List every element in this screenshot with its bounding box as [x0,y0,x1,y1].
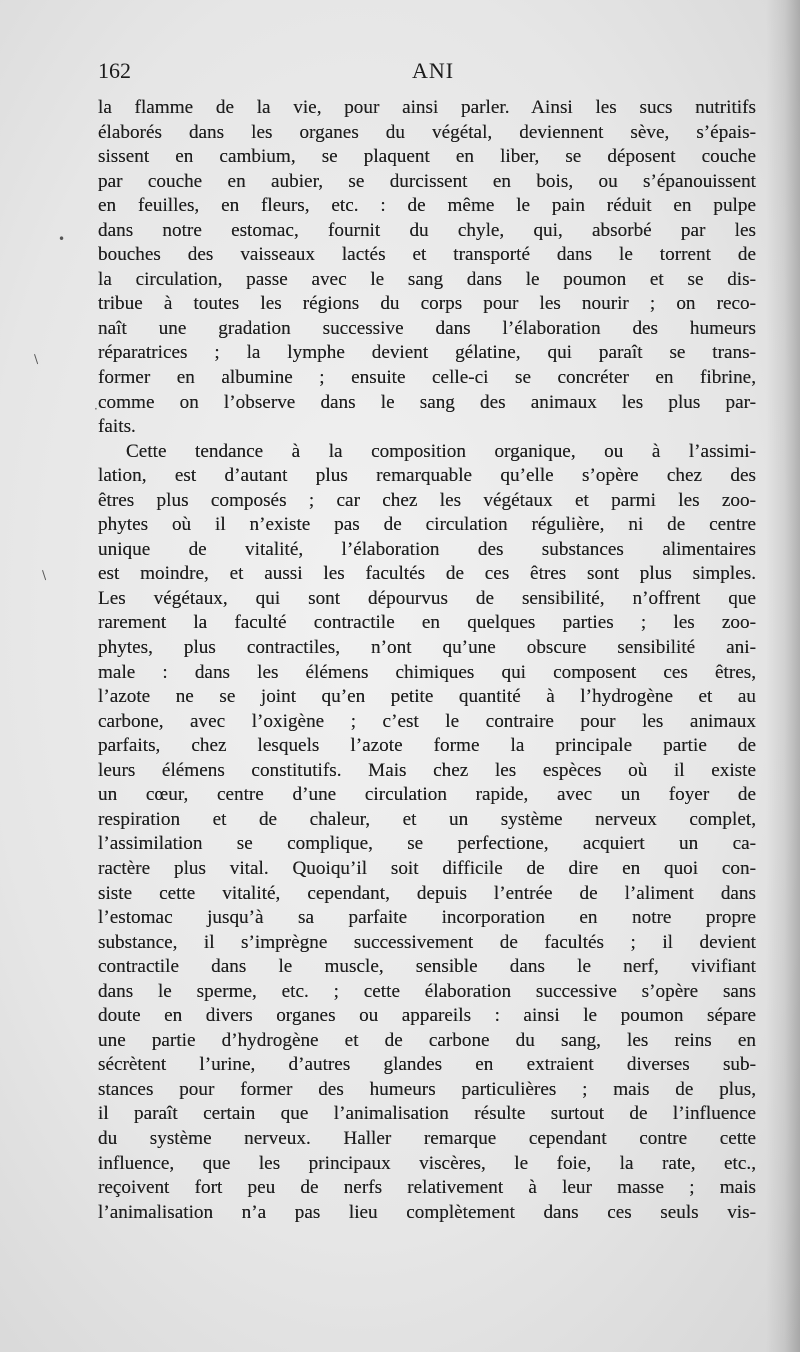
text-line: former en albumine ; ensuite celle-ci se concréter en fibrine, [98,367,756,389]
running-head: ANI [411,58,455,83]
text-line: influence, que les principaux viscères, le foie, la rate, etc., [98,1152,756,1174]
text-line: il paraît certain que l’animalisation résulte surtout de l’influence [98,1103,756,1125]
margin-scratch: / [38,568,50,582]
text-line: l’azote ne se joint qu’en petite quantité à l’hydrogène et au [98,686,756,708]
text-line: Les végétaux, qui sont dépourvus de sensibilité, n’offrent que [98,587,756,609]
text-line: naît une gradation successive dans l’élaboration des humeurs [98,317,756,339]
text-line: élaborés dans les organes du végétal, deviennent sève, s’épais- [98,121,756,143]
text-line: tribue à toutes les régions du corps pour les nourir ; on reco- [98,293,756,315]
text-line: siste cette vitalité, cependant, depuis l’entrée de l’aliment dans [98,882,756,904]
text-line: parfaits, chez lesquels l’azote forme la principale partie de [98,735,756,757]
text-line: contractile dans le muscle, sensible dans le nerf, vivifiant [98,956,756,978]
text-line: substance, il s’imprègne successivement de facultés ; il devient [98,931,756,953]
paragraph-2 [98,440,756,1226]
text-line: respiration et de chaleur, et un système nerveux complet, [98,808,756,830]
text-line: l’assimilation se complique, se perfectione, acquiert un ca- [98,833,756,855]
margin-scratch: / [30,352,42,366]
text-line: Cette tendance à la composition organique, ou à l’assimi- [126,440,756,462]
text-line: phytes où il n’existe pas de circulation régulière, ni de centre [98,514,756,536]
text-line: ractère plus vital. Quoiqu’il soit difficile de dire en quoi con- [98,857,756,879]
text-line: dans notre estomac, fournit du chyle, qui, absorbé par les [98,219,756,241]
text-line: une partie d’hydrogène et de carbone du sang, les reins en [98,1029,756,1051]
text-line: l’estomac jusqu’à sa parfaite incorporation en notre propre [98,907,756,929]
text-line: un cœur, centre d’une circulation rapide, avec un foyer de [98,784,756,806]
margin-speck: · [94,402,98,416]
text-line: stances pour former des humeurs particulières ; mais de plus, [98,1078,756,1100]
text-line: bouches des vaisseaux lactés et transporté dans le torrent de [98,244,756,266]
text-line: rarement la faculté contractile en quelques parties ; les zoo- [98,612,756,634]
text-line: du système nerveux. Haller remarque cependant contre cette [98,1127,756,1149]
margin-speck: • [58,232,66,246]
text-line: phytes, plus contractiles, n’ont qu’une obscure sensibilité ani- [98,637,756,659]
text-line: réparatrices ; la lymphe devient gélatine, qui paraît se trans- [98,342,756,364]
page-edge-shadow [766,0,800,1352]
text-line: comme on l’observe dans le sang des animaux les plus par- [98,391,756,413]
body-text [98,96,756,1225]
text-line: faits. [98,416,136,438]
text-line: carbone, avec l’oxigène ; c’est le contraire pour les animaux [98,710,756,732]
text-line: en feuilles, en fleurs, etc. : de même le pain réduit en pulpe [98,195,756,217]
text-line: sécrètent l’urine, d’autres glandes en extraient diverses sub- [98,1054,756,1076]
text-line: male : dans les élémens chimiques qui composent ces êtres, [98,661,756,683]
text-line: lation, est d’autant plus remarquable qu’elle s’opère chez des [98,465,756,487]
text-line: sissent en cambium, se plaquent en liber, se déposent couche [98,146,756,168]
text-line: l’animalisation n’a pas lieu complètement dans ces seuls vis- [98,1201,756,1223]
page-number: 162 [98,58,131,83]
page-header [98,58,754,90]
text-line: par couche en aubier, se durcissent en bois, ou s’épanouissent [98,170,756,192]
paragraph-1 [98,96,756,440]
text-line: dans le sperme, etc. ; cette élaboration successive s’opère sans [98,980,756,1002]
text-line: unique de vitalité, l’élaboration des substances alimentaires [98,538,756,560]
text-line: êtres plus composés ; car chez les végétaux et parmi les zoo- [98,489,756,511]
text-line: la flamme de la vie, pour ainsi parler. Ainsi les sucs nutritifs [98,97,756,118]
text-line: la circulation, passe avec le sang dans le poumon et se dis- [98,268,756,290]
text-line: reçoivent fort peu de nerfs relativement à leur masse ; mais [98,1177,756,1199]
text-line: est moindre, et aussi les facultés de ces êtres sont plus simples. [98,563,756,585]
text-line: leurs élémens constitutifs. Mais chez les espèces où il existe [98,759,756,781]
text-line: doute en divers organes ou appareils : ainsi le poumon sépare [98,1005,756,1027]
